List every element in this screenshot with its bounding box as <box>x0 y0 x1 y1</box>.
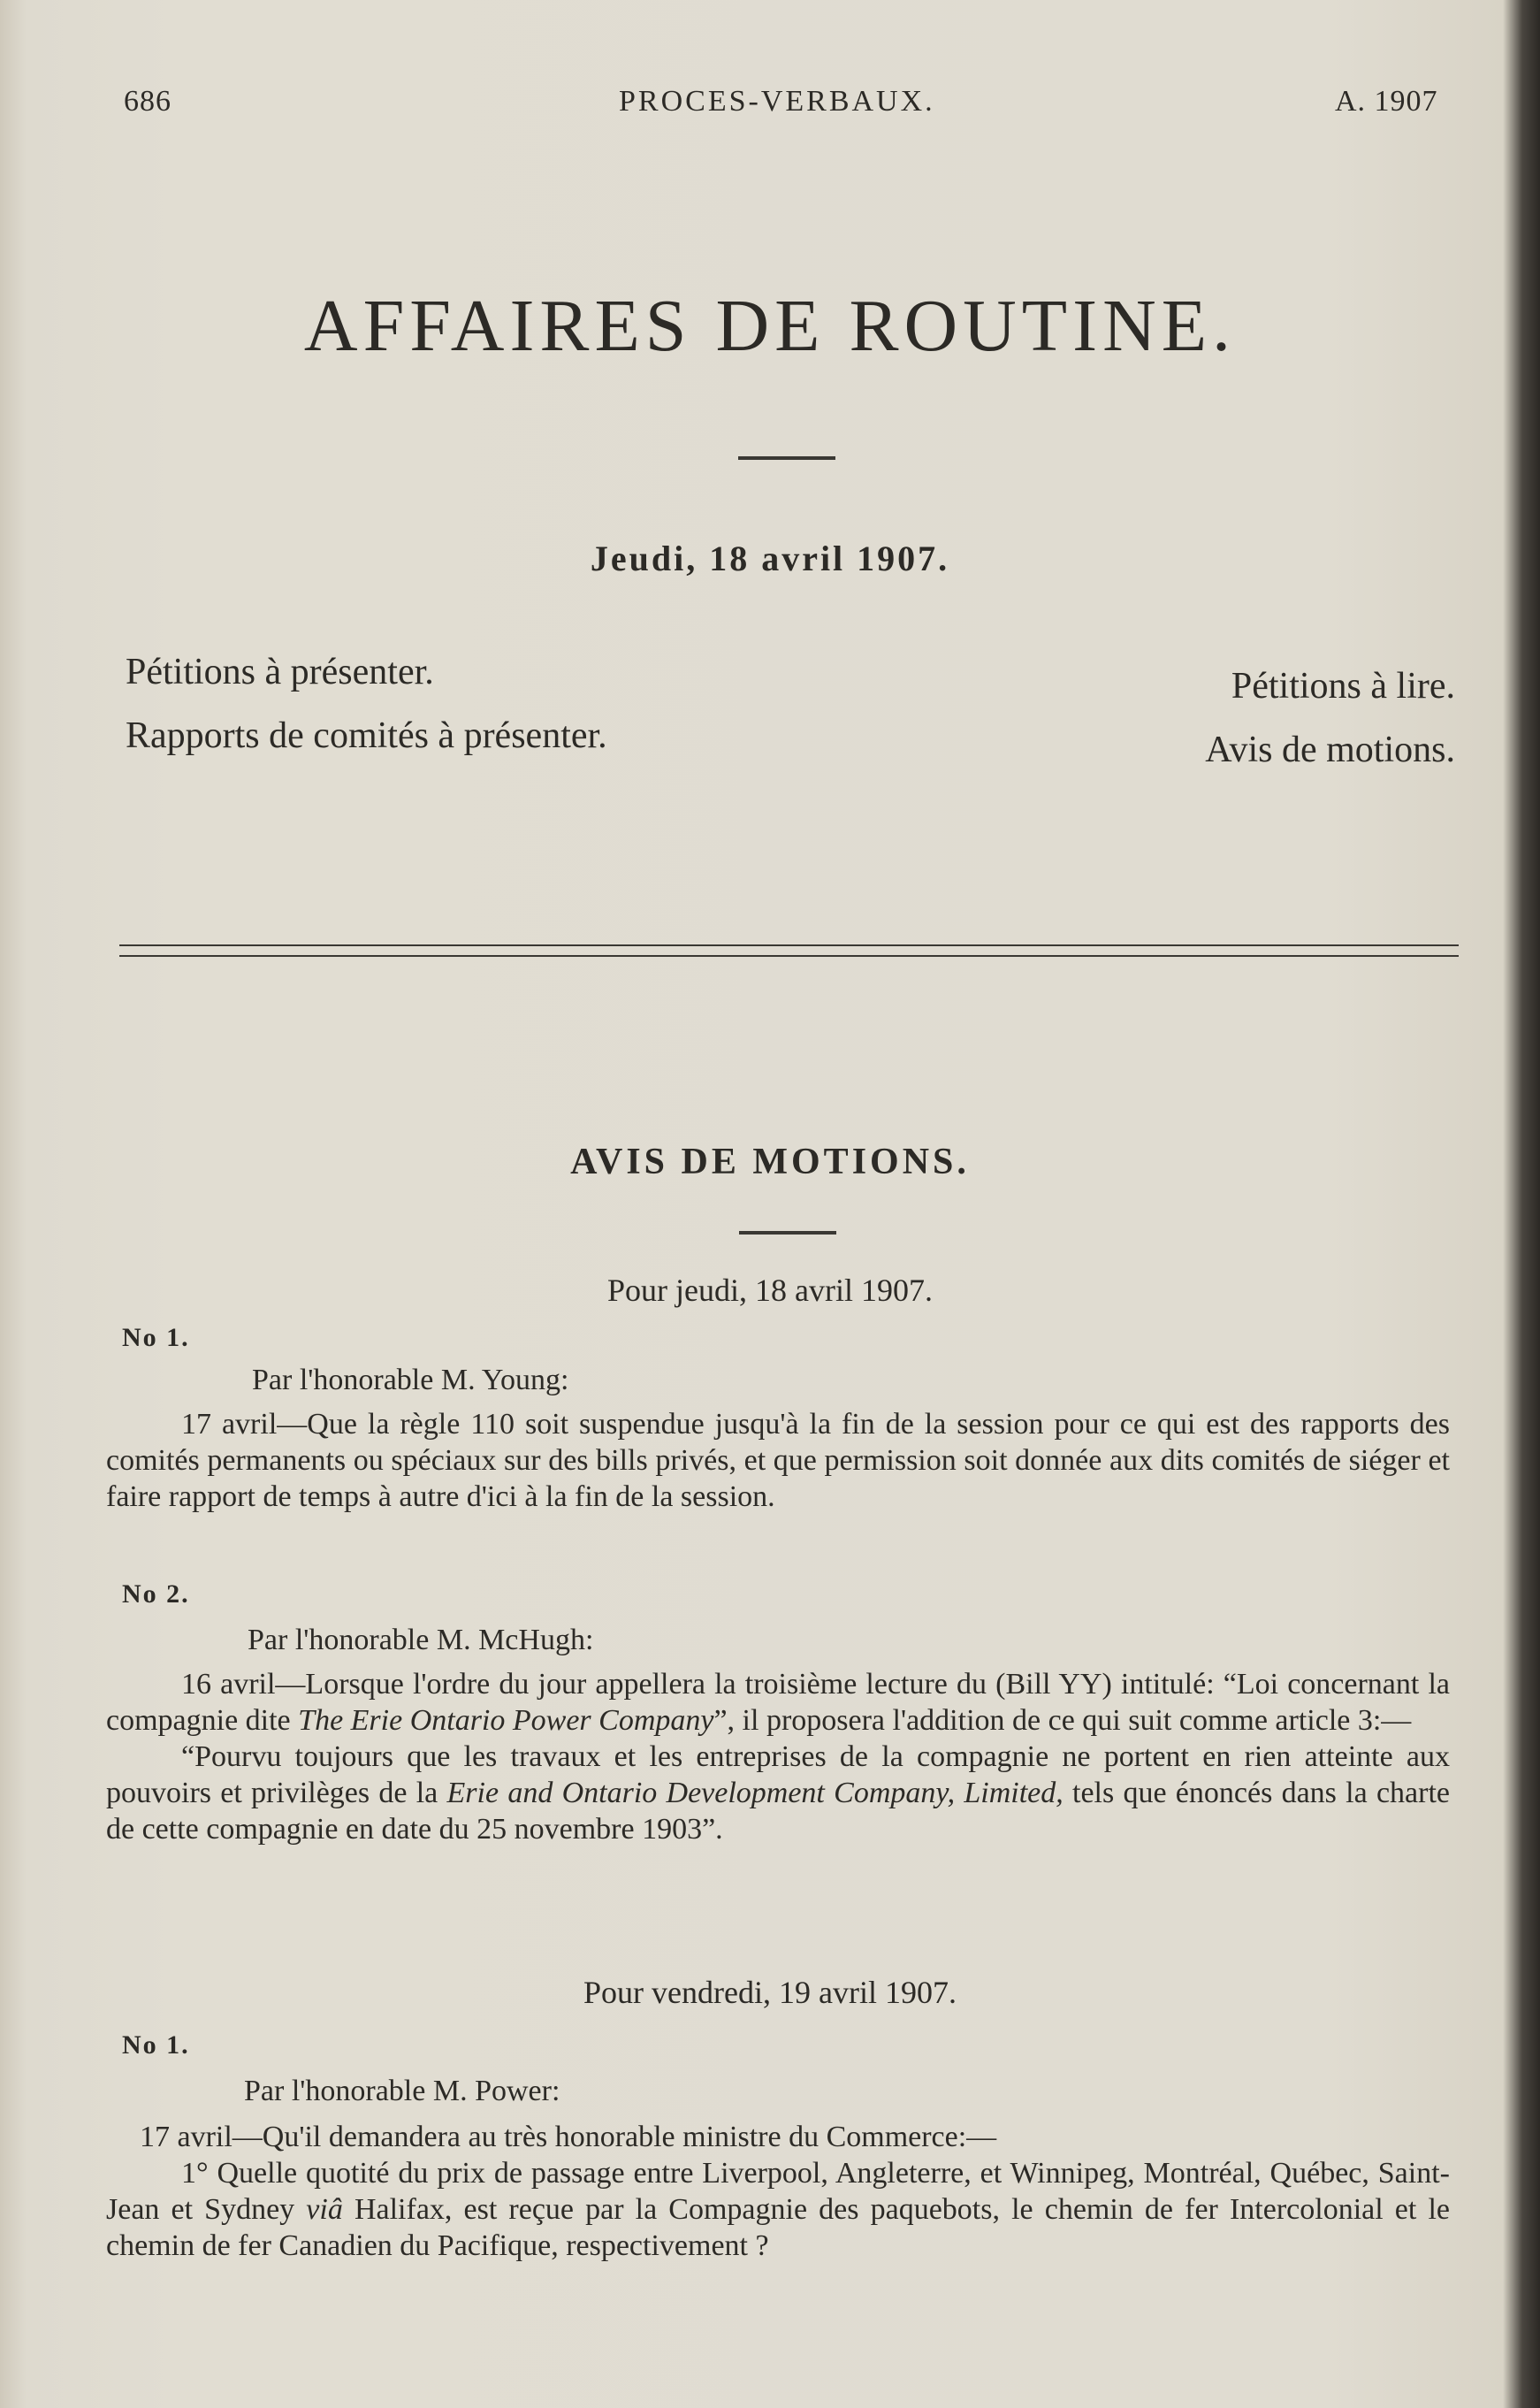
motion-paragraph: 1° Quelle quotité du prix de passage entre Liverpool, Angleterre, et Winnipeg, Montréal, Québec, Saint-Jean et Sydney viâ Halifax, est reçue par la Compagnie des paquebots, le chemin de fer Intercolonial et le chemin de fer Canadien du Pacifique, respectivement ? <box>106 2157 1450 2262</box>
page-number: 686 <box>124 85 172 118</box>
year-label: A. 1907 <box>1335 85 1438 118</box>
routine-right <box>1205 654 1455 782</box>
motion-number: No 1. <box>122 1323 190 1352</box>
motion-text <box>106 1406 1450 1515</box>
motion-paragraph: 17 avril—Qu'il demandera au très honorable ministre du Commerce:— <box>140 2121 997 2153</box>
title-rule <box>738 456 835 460</box>
routine-item: Avis de motions. <box>1205 730 1455 770</box>
motion-text <box>106 1666 1450 1847</box>
routine-item: Pétitions à présenter. <box>126 652 434 692</box>
section-divider <box>119 944 1459 957</box>
section-title: AVIS DE MOTIONS. <box>570 1142 970 1182</box>
routine-item: Rapports de comités à présenter. <box>126 715 607 756</box>
session-date: Jeudi, 18 avril 1907. <box>590 539 950 578</box>
day-heading: Pour vendredi, 19 avril 1907. <box>583 1975 957 2010</box>
motion-author: Par l'honorable M. Power: <box>244 2075 560 2107</box>
motion-author: Par l'honorable M. McHugh: <box>248 1624 594 1656</box>
page-title: AFFAIRES DE ROUTINE. <box>303 285 1237 367</box>
motion-number: No 2. <box>122 1579 190 1609</box>
routine-item: Pétitions à lire. <box>1231 666 1455 707</box>
day-heading: Pour jeudi, 18 avril 1907. <box>607 1273 933 1308</box>
motion-paragraph: 16 avril—Lorsque l'ordre du jour appellera la troisième lecture du (Bill YY) intitulé: “Loi concernant la compagnie dite The Erie Ontario Power Company”, il proposera l'addition de ce qui suit comme article 3:— <box>106 1668 1450 1737</box>
motion-paragraph: “Pourvu toujours que les travaux et les entreprises de la compagnie ne portent en rien atteinte aux pouvoirs et privilèges de la Erie and Ontario Development Company, Limited, tels que énoncés dans la charte de cette compagnie en date du 25 novembre 1903”. <box>106 1740 1450 1846</box>
motion-text <box>106 2119 1450 2264</box>
motion-number: No 1. <box>122 2030 190 2060</box>
motion-author: Par l'honorable M. Young: <box>252 1364 569 1396</box>
motion-paragraph: 17 avril—Que la règle 110 soit suspendue jusqu'à la fin de la session pour ce qui est des rapports des comités permanents ou spéciaux sur des bills privés, et que permission soit donnée aux dits comités de siéger et faire rapport de temps à autre d'ici à la fin de la session. <box>106 1408 1450 1513</box>
running-title: PROCES-VERBAUX. <box>619 85 935 118</box>
section-rule <box>739 1231 836 1235</box>
routine-left <box>126 640 607 768</box>
